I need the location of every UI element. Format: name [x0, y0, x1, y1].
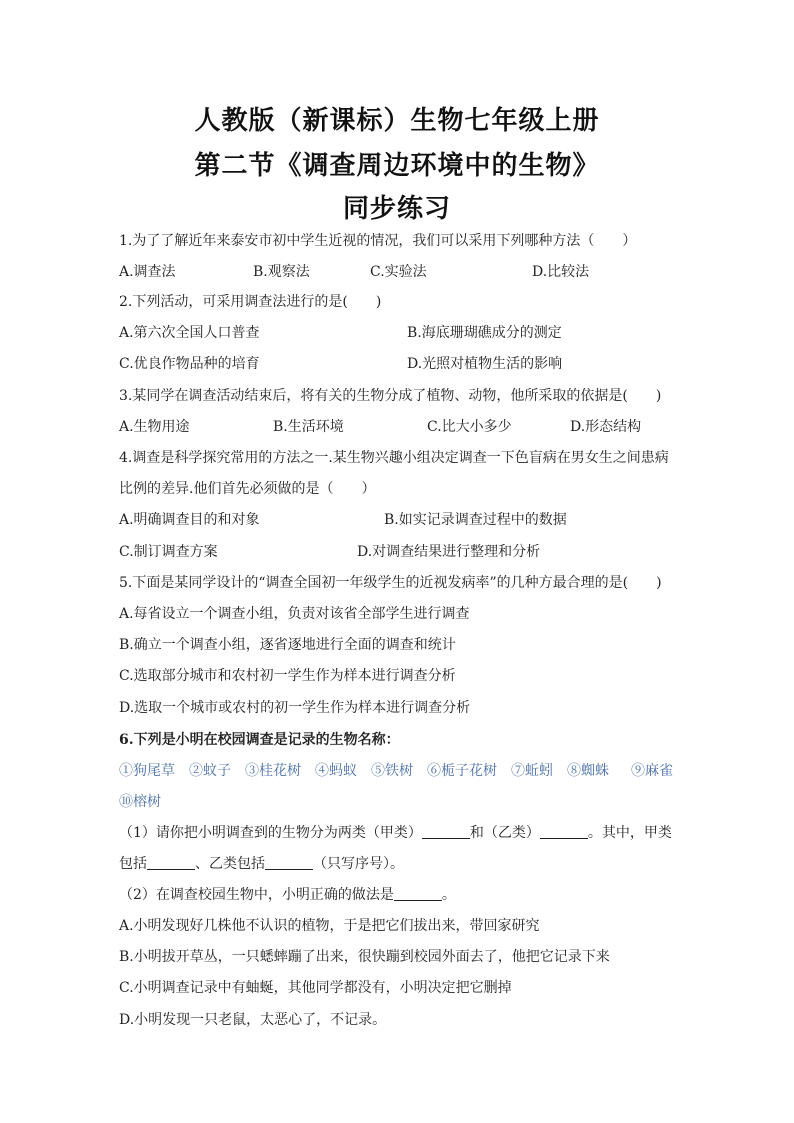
- organism-5: ⑤铁树: [371, 763, 413, 779]
- question-6-part-1-line1: [119, 822, 672, 842]
- question-6-option-c: C.小明调查记录中有蚰蜒，其他同学都没有，小明决定把它删掉: [119, 980, 512, 996]
- part-2-text-a: （2）在调查校园生物中，小明正确的做法是: [119, 887, 394, 903]
- question-6-stem: 6.下列是小明在校园调查是记录的生物名称：: [119, 732, 400, 748]
- part-1-text-d: 包括: [119, 856, 147, 872]
- question-4-option-c: C.制订调查方案: [119, 544, 218, 560]
- question-3-option-a: A.生物用途: [119, 419, 190, 435]
- part-1-text-f: （只写序号）。: [313, 856, 404, 872]
- question-5-option-c: C.选取部分城市和农村初一学生作为样本进行调查分析: [119, 668, 456, 684]
- answer-blank-class-a[interactable]: [422, 824, 470, 839]
- question-2-option-c: C.优良作物品种的培育: [119, 356, 260, 372]
- title-section: 第二节《调查周边环境中的生物》: [194, 151, 600, 181]
- question-4-option-a: A.明确调查目的和对象: [119, 512, 260, 528]
- question-6-part-2-stem: [119, 884, 456, 904]
- question-1-option-c: C.实验法: [370, 264, 427, 280]
- question-5-option-b: B.确立一个调查小组，逐省逐地进行全面的调查和统计: [119, 637, 456, 653]
- question-2-option-d: D.光照对植物生活的影响: [407, 356, 563, 372]
- question-3-stem: 3.某同学在调查活动结束后，将有关的生物分成了植物、动物，他所采取的依据是( ): [119, 388, 662, 404]
- organism-3: ③桂花树: [245, 763, 301, 779]
- question-5-option-d: D.选取一个城市或农村的初一学生作为样本进行调查分析: [119, 700, 471, 716]
- organism-7: ⑦蚯蚓: [511, 763, 553, 779]
- answer-blank-class-a-members[interactable]: [147, 855, 195, 870]
- question-1-option-d: D.比较法: [532, 264, 590, 280]
- question-4-option-d: D.对调查结果进行整理和分析: [357, 544, 541, 560]
- part-1-text-c: 。其中，甲类: [587, 825, 672, 841]
- organism-1: ①狗尾草: [119, 763, 175, 779]
- organism-6: ⑥栀子花树: [427, 763, 497, 779]
- question-4-stem-line2: 比例的差异.他们首先必须做的是（ ）: [119, 481, 376, 497]
- organism-9: ⑨麻雀: [631, 763, 673, 779]
- answer-blank-class-b-members[interactable]: [265, 855, 313, 870]
- organism-2: ②蚊子: [189, 763, 231, 779]
- question-3-option-b: B.生活环境: [273, 419, 344, 435]
- question-1-stem: 1.为了了解近年来泰安市初中学生近视的情况，我们可以采用下列哪种方法（ ）: [119, 233, 637, 249]
- question-1-option-a: A.调查法: [119, 264, 176, 280]
- question-3-option-d: D.形态结构: [570, 419, 642, 435]
- question-5-stem: 5.下面是某同学设计的“调查全国初一年级学生的近视发病率”的几种方最合理的是( ): [119, 575, 662, 591]
- answer-blank-class-b[interactable]: [540, 824, 588, 839]
- part-1-text-b: 和（乙类）: [469, 825, 540, 841]
- question-6-option-d: D.小明发现一只老鼠，太恶心了，不记录。: [119, 1012, 387, 1028]
- answer-blank-correct-practice[interactable]: [394, 886, 442, 901]
- question-3-option-c: C.比大小多少: [427, 419, 512, 435]
- organism-10: ⑩榕树: [119, 794, 161, 810]
- question-1-option-b: B.观察法: [253, 264, 310, 280]
- question-2-stem: 2.下列活动，可采用调查法进行的是( ): [119, 294, 382, 310]
- question-6-option-b: B.小明拔开草丛，一只蟋蟀蹦了出来，很快蹦到校园外面去了，他把它记录下来: [119, 949, 610, 965]
- title-practice: 同步练习: [342, 194, 451, 224]
- part-2-text-b: 。: [441, 887, 456, 903]
- question-5-option-a: A.每省设立一个调查小组，负责对该省全部学生进行调查: [119, 606, 470, 622]
- organism-8: ⑧蜘蛛: [567, 763, 609, 779]
- question-6-option-a: A.小明发现好几株他不认识的植物，于是把它们拔出来，带回家研究: [119, 918, 540, 934]
- question-4-option-b: B.如实记录调查过程中的数据: [384, 512, 567, 528]
- question-2-option-a: A.第六次全国人口普查: [119, 325, 260, 341]
- part-1-text-a: （1）请你把小明调查到的生物分为两类（甲类）: [119, 825, 422, 841]
- question-2-option-b: B.海底珊瑚礁成分的测定: [407, 325, 562, 341]
- part-1-text-e: 、乙类包括: [195, 856, 265, 872]
- question-4-stem-line1: 4.调查是科学探究常用的方法之一.某生物兴趣小组决定调查一下色盲病在男女生之间患病: [119, 450, 669, 466]
- question-6-part-1-line2: [119, 853, 404, 873]
- title-textbook: 人教版（新课标）生物七年级上册: [194, 106, 600, 136]
- organism-4: ④蚂蚁: [315, 763, 357, 779]
